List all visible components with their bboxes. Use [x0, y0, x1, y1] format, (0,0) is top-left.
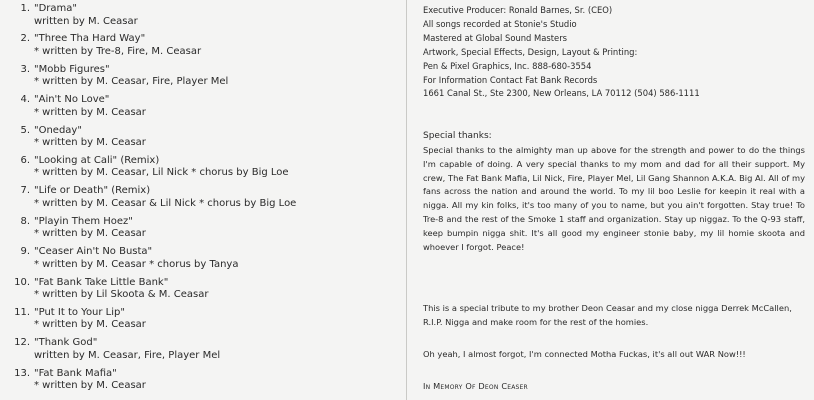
mastering-line: Mastered at Global Sound Masters	[423, 32, 568, 43]
track-credit: * written by M. Ceasar, Lil Nick * chorus by Big Loe	[34, 167, 289, 179]
track-title: "Mobb Figures"	[34, 63, 110, 75]
tracklist-page	[0, 0, 406, 400]
production-credits	[423, 4, 805, 101]
track-credit: written by M. Ceasar	[34, 15, 138, 27]
track-credit: * written by M. Ceasar * chorus by Tanya	[34, 258, 239, 270]
track-credit: * written by M. Ceasar	[34, 319, 146, 331]
track-item	[8, 246, 398, 276]
track-number: 12.	[14, 337, 30, 349]
track-details	[34, 3, 398, 33]
track-details	[34, 368, 398, 398]
track-title: "Drama"	[34, 3, 78, 14]
track-title: "Three Tha Hard Way"	[34, 33, 146, 45]
track-details	[34, 155, 398, 185]
track-details	[34, 125, 398, 155]
track-number: 7.	[20, 185, 30, 197]
track-number: 6.	[20, 154, 30, 166]
tracklist	[8, 3, 398, 398]
contact-line: For Information Contact Fat Bank Records	[423, 74, 598, 85]
track-number: 10.	[14, 276, 30, 288]
track-number: 8.	[20, 215, 30, 227]
track-item	[8, 155, 398, 185]
track-title: "Looking at Cali" (Remix)	[34, 154, 160, 166]
address-line: 1661 Canal St., Ste 2300, New Orleans, LA 70112 (504) 586-1111	[423, 88, 700, 99]
special-thanks-text: Special thanks to the almighty man up above for the strength and power to do the things I'm capable of doing. A very special thanks to my mom and dad for all their support. My crew, The Fat Bank Mafia, Lil Nick, Fire, Player Mel, Lil Gang Shannon A.K.A. Big Al. All of my fans across the nation and around the world. To my lil boo Leslie for keepin it real with a nigga. All my kin folks, it's too many of you to name, but you ain't forgotten. Stay true! To Tre-8 and the rest of the Smoke 1 staff and organization. Stay up niggaz. To the Q-93 staff, keep bumpin nigga shit. It's all good my engineer stonie baby, my lil homie skoota and whoever I forgot. Peace!	[423, 145, 805, 252]
track-credit: written by M. Ceasar, Fire, Player Mel	[34, 349, 221, 361]
tribute-text: This is a special tribute to my brother Deon Ceasar and my close nigga Derrek McCallen, R.I.P. Nigga and make room for the rest of the homies.	[423, 303, 792, 327]
in-memory-dedication: In Memory Of Deon Ceaser	[423, 381, 528, 391]
track-title: "Thank God"	[34, 337, 98, 349]
track-details	[34, 337, 398, 367]
track-item	[8, 216, 398, 246]
track-number: 1.	[20, 3, 30, 14]
track-credit: * written by M. Ceasar & Lil Nick * chorus by Big Loe	[34, 197, 297, 209]
track-number: 9.	[20, 246, 30, 258]
track-title: "Life or Death" (Remix)	[34, 185, 151, 197]
recording-studio-line: All songs recorded at Stonie's Studio	[423, 18, 577, 29]
track-details	[34, 246, 398, 276]
track-item	[8, 64, 398, 94]
track-item	[8, 307, 398, 337]
track-title: "Put It to Your Lip"	[34, 306, 125, 318]
track-number: 11.	[14, 306, 30, 318]
special-thanks-heading: Special thanks:	[423, 131, 492, 141]
artwork-line: Artwork, Special Effects, Design, Layout & Printing:	[423, 46, 638, 57]
track-item	[8, 3, 398, 33]
track-credit: * written by Lil Skoota & M. Ceasar	[34, 289, 209, 301]
track-details	[34, 185, 398, 215]
closing-shoutout: Oh yeah, I almost forgot, I'm connected Motha Fuckas, it's all out WAR Now!!!	[423, 349, 746, 359]
track-title: "Fat Bank Mafia"	[34, 367, 117, 379]
track-item	[8, 277, 398, 307]
track-credit: * written by Tre-8, Fire, M. Ceasar	[34, 45, 202, 57]
track-number: 4.	[20, 94, 30, 106]
track-item	[8, 337, 398, 367]
track-details	[34, 94, 398, 124]
track-number: 5.	[20, 124, 30, 136]
track-item	[8, 185, 398, 215]
track-credit: * written by M. Ceasar	[34, 380, 146, 392]
track-number: 3.	[20, 63, 30, 75]
track-title: "Fat Bank Take Little Bank"	[34, 276, 169, 288]
track-details	[34, 277, 398, 307]
track-credit: * written by M. Ceasar, Fire, Player Mel	[34, 76, 229, 88]
track-credit: * written by M. Ceasar	[34, 106, 146, 118]
credits-page	[406, 0, 814, 400]
track-title: "Ain't No Love"	[34, 94, 110, 106]
track-credit: * written by M. Ceasar	[34, 137, 146, 149]
track-details	[34, 307, 398, 337]
track-details	[34, 216, 398, 246]
track-title: "Oneday"	[34, 124, 82, 136]
track-credit: * written by M. Ceasar	[34, 228, 146, 240]
track-number: 13.	[14, 367, 30, 379]
track-title: "Ceaser Ain't No Busta"	[34, 246, 153, 258]
track-item	[8, 125, 398, 155]
track-item	[8, 368, 398, 398]
executive-producer-line: Executive Producer: Ronald Barnes, Sr. (CEO)	[423, 5, 613, 15]
track-title: "Playin Them Hoez"	[34, 215, 133, 227]
printer-line: Pen & Pixel Graphics, Inc. 888-680-3554	[423, 60, 592, 71]
track-details	[34, 64, 398, 94]
track-item	[8, 94, 398, 124]
track-details	[34, 33, 398, 63]
track-item	[8, 33, 398, 63]
track-number: 2.	[20, 33, 30, 45]
